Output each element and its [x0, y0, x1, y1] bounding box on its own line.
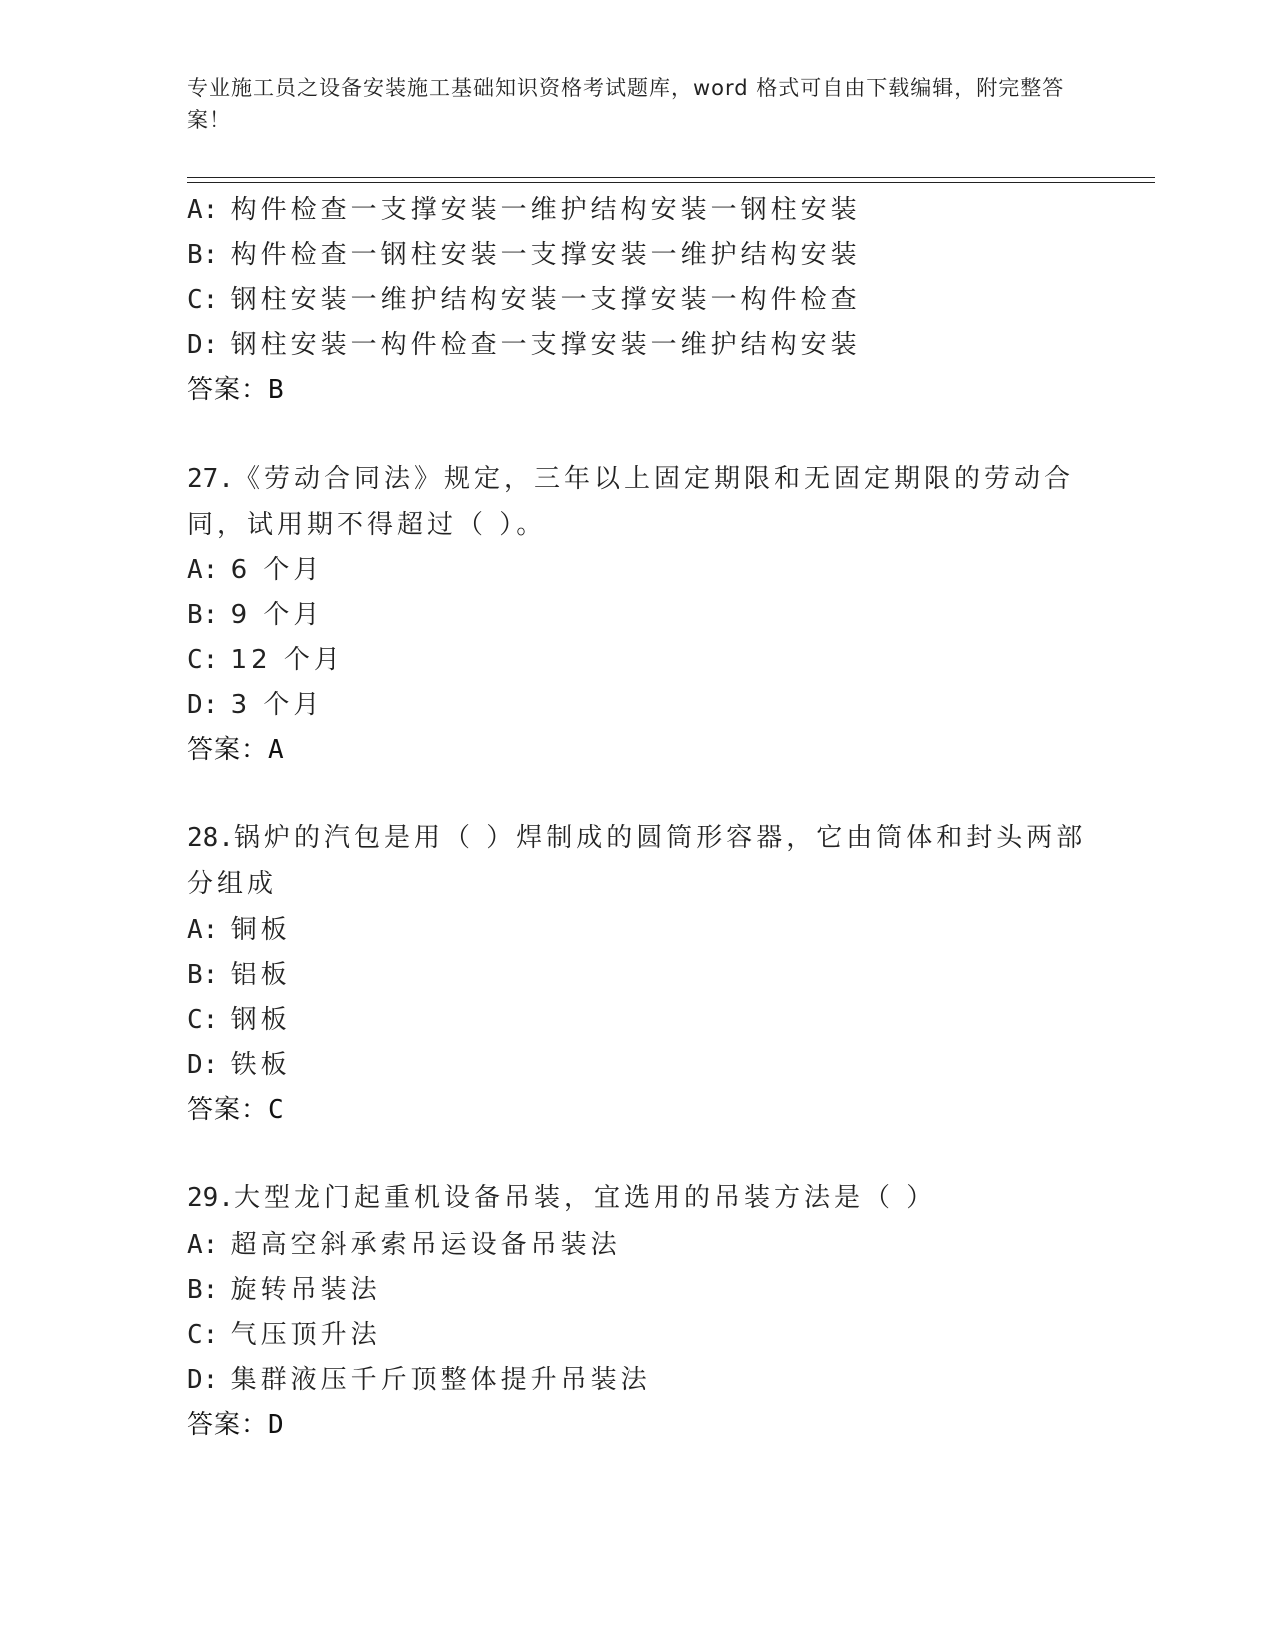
q26-option-c: C: 钢柱安装一维护结构安装一支撑安装一构件检查	[187, 285, 861, 315]
q29-option-c: C: 气压顶升法	[187, 1320, 381, 1350]
q29-answer: 答案：D	[187, 1410, 285, 1440]
q27-option-b: B: 9 个月	[187, 600, 324, 630]
q29-option-d: D: 集群液压千斤顶整体提升吊装法	[187, 1365, 651, 1395]
q27-answer: 答案：A	[187, 735, 285, 765]
q27-option-a: A: 6 个月	[187, 555, 324, 585]
q27-option-c: C: 12 个月	[187, 645, 344, 675]
q28-option-c: C: 钢板	[187, 1005, 291, 1035]
q28-option-d: D: 铁板	[187, 1050, 291, 1080]
q28-question: 28.锅炉的汽包是用（ ）焊制成的圆筒形容器，它由筒体和封头两部分组成	[187, 823, 1087, 899]
q26-option-a: A: 构件检查一支撑安装一维护结构安装一钢柱安装	[187, 195, 861, 225]
q28-option-b: B: 铝板	[187, 960, 291, 990]
q29-question: 29.大型龙门起重机设备吊装，宜选用的吊装方法是（ ）	[187, 1183, 937, 1213]
q28-answer: 答案：C	[187, 1095, 285, 1125]
q28-option-a: A: 铜板	[187, 915, 291, 945]
header-divider-bottom	[187, 182, 1155, 183]
q26-option-d: D: 钢柱安装一构件检查一支撑安装一维护结构安装	[187, 330, 861, 360]
header-divider-top	[187, 177, 1155, 178]
document-header: 专业施工员之设备安装施工基础知识资格考试题库，word 格式可自由下载编辑，附完整答案！	[187, 76, 1065, 132]
q29-option-b: B: 旋转吊装法	[187, 1275, 381, 1305]
q27-question: 27.《劳动合同法》规定，三年以上固定期限和无固定期限的劳动合同，试用期不得超过（ ）。	[187, 464, 1074, 540]
q26-answer: 答案：B	[187, 375, 285, 405]
q26-option-b: B: 构件检查一钢柱安装一支撑安装一维护结构安装	[187, 240, 861, 270]
q27-option-d: D: 3 个月	[187, 690, 324, 720]
q29-option-a: A: 超高空斜承索吊运设备吊装法	[187, 1230, 621, 1260]
